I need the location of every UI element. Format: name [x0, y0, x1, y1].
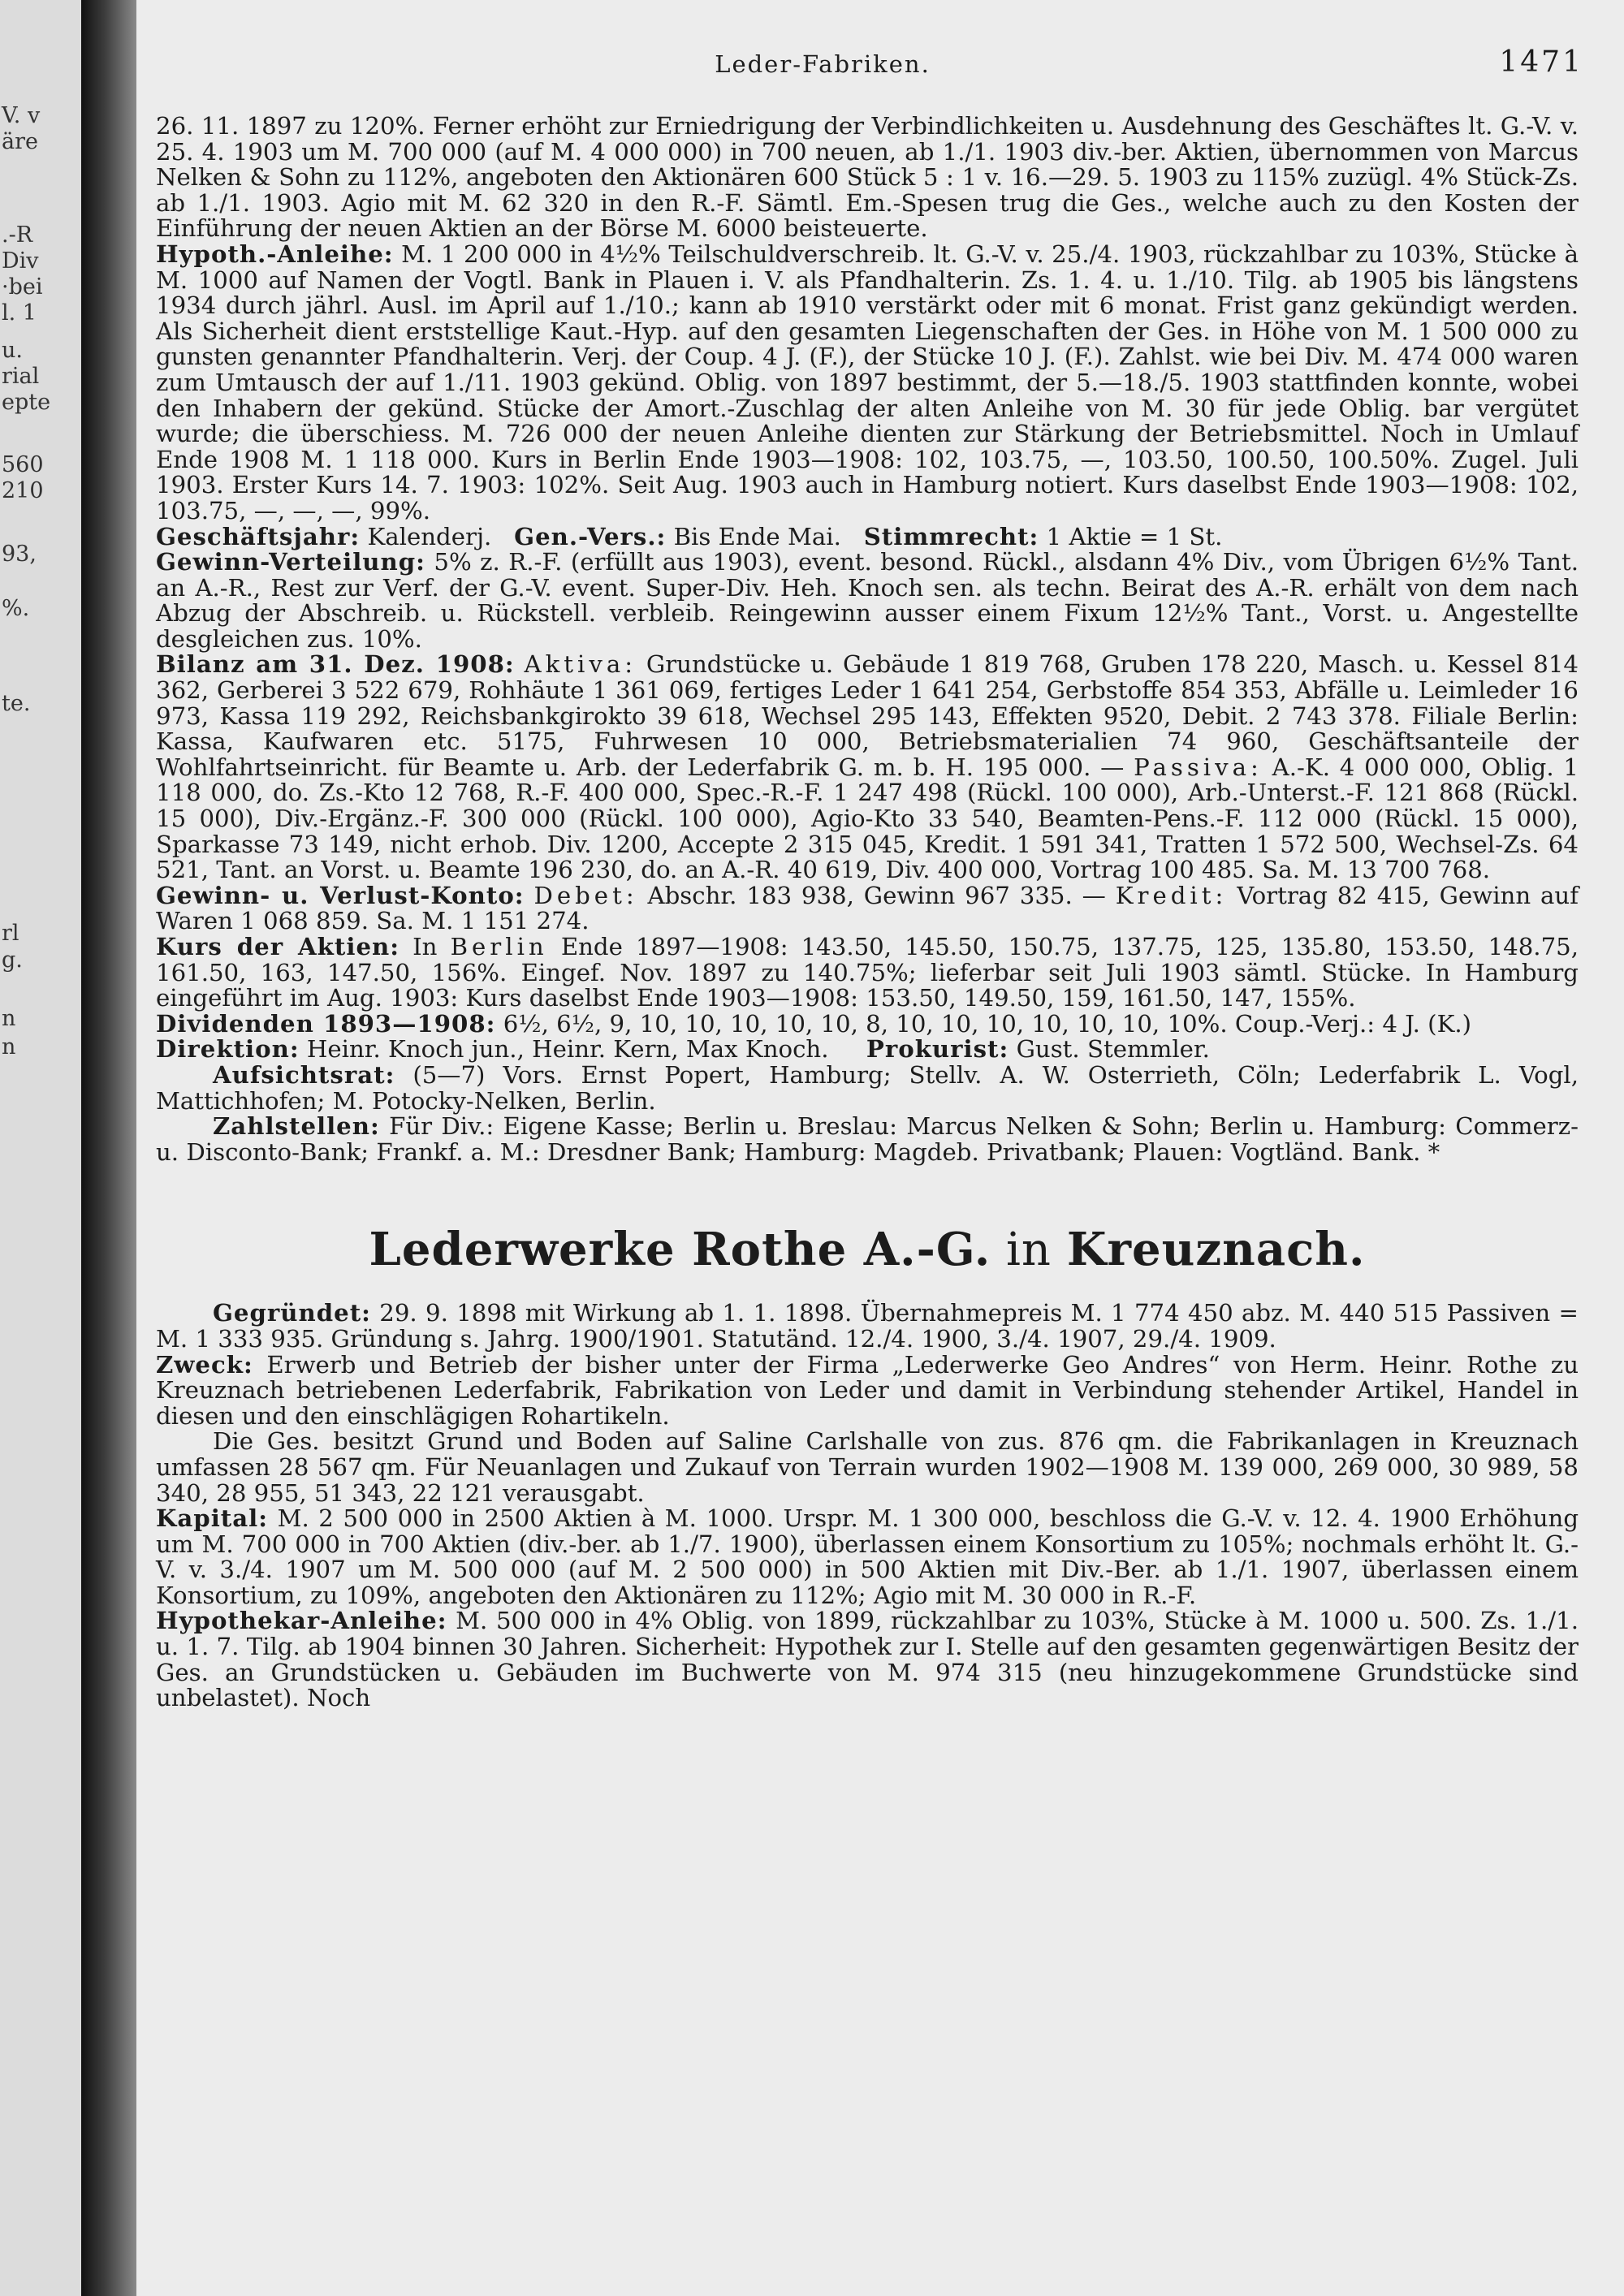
- entry-label: Geschäftsjahr:: [156, 522, 361, 550]
- entry-label: Gegründet:: [213, 1299, 371, 1327]
- facing-page-fragment: %.: [2, 596, 30, 621]
- entry-label: Prokurist:: [866, 1035, 1009, 1064]
- facing-page-fragment: 93,: [2, 542, 37, 567]
- founded-entry: Gegründet: 29. 9. 1898 mit Wirkung ab 1. 1. 1898. Übernahmepreis M. 1 774 450 abz. M. 440 515 Passiven = M. 1 333 935. Gründung s. Jahrg. 1900/1901. Statutänd. 12./4. 1900, 3./4. 1907, 29./4. 1909.: [156, 1299, 1579, 1353]
- facing-page-fragment: n: [2, 1034, 16, 1060]
- mortgage-bond-entry: Hypothekar-Anleihe: M. 500 000 in 4% Oblig. von 1899, rückzahlbar zu 103%, Stücke à M. 1000 u. 500. Zs. 1./1. u. 1. 7. Tilg. ab 1904 binnen 30 Jahren. Sicherheit: Hypothek zur I. Stelle auf den gesamten gegenwärtigen Besitz der Ges. an Grundstücken u. Gebäuden im Buchwerte von M. 974 315 (neu hinzugekommene Grundstücke sind unbelastet). Noch: [156, 1607, 1579, 1712]
- profit-distribution-entry: Gewinn-Verteilung: 5% z. R.-F. (erfüllt aus 1903), event. besond. Rückl., alsdann 4% Div., vom Übrigen 6½% Tant. an A.-R., Rest zur Verf. der G.-V. event. Super-Div. Heh. Knoch sen. als techn. Beirat des A.-R. erhält von dem nach Abzug der Abschreib. u. Rückstell. verbleib. Reingewinn ausser einem Fixum 12½% Tant., Vorst. u. Angestellte desgleichen zus. 10%.: [156, 548, 1579, 653]
- entry-label: Dividenden 1893—1908:: [156, 1009, 496, 1038]
- entry-label: Kapital:: [156, 1504, 269, 1533]
- sub-label: Aktiva:: [524, 650, 637, 679]
- facing-page-fragment: g.: [2, 947, 23, 973]
- sub-label: Kredit:: [1115, 881, 1228, 909]
- page-body: [156, 114, 1579, 1711]
- paying-agents-entry: Zahlstellen: Für Div.: Eigene Kasse; Berlin u. Breslau: Marcus Nelken & Sohn; Berlin u. Hamburg: Commerz- u. Disconto-Bank; Frankf. a. M.: Dresdner Bank; Hamburg: Magdeb. Privatbank; Plauen: Vogtländ. Bank. *: [156, 1112, 1579, 1166]
- book-gutter: [81, 0, 136, 2296]
- running-title: Leder-Fabriken.: [715, 50, 931, 78]
- purpose-entry: Zweck: Erwerb und Betrieb der bisher unter der Firma „Lederwerke Geo Andres“ von Herm. Heinr. Rothe zu Kreuznach betriebenen Lederfabrik, Fabrikation von Leder und damit in Verbindung stehender Artikel, Handel in diesen und den einschlägigen Rohartikeln.: [156, 1350, 1579, 1430]
- facing-page-fragment: rial: [2, 364, 40, 389]
- facing-page-fragment: u.: [2, 338, 23, 363]
- share-price-entry: Kurs der Aktien: In Berlin Ende 1897—1908: 143.50, 145.50, 150.75, 137.75, 125, 135.80, 153.50, 148.75, 161.50, 163, 147.50, 156%. Eingef. Nov. 1897 zu 140.75%; lieferbar seit Juli 1903 sämtl. Stücke. In Hamburg eingeführt im Aug. 1903: Kurs daselbst Ende 1903—1908: 153.50, 149.50, 159, 161.50, 147, 155%.: [156, 933, 1579, 1012]
- entry-label: Gewinn- u. Verlust-Konto:: [156, 881, 525, 909]
- balance-sheet-entry: Bilanz am 31. Dez. 1908: Aktiva: Grundstücke u. Gebäude 1 819 768, Gruben 178 220, Masch. u. Kessel 814 362, Gerberei 3 522 679, Rohhäute 1 361 069, fertiges Leder 1 641 254, Gerbstoffe 854 353, Abfälle u. Leimleder 16 973, Kassa 119 292, Reichsbankgirokto 39 618, Wechsel 295 143, Effekten 9520, Debit. 2 743 378. Filiale Berlin: Kassa, Kaufwaren etc. 5175, Fuhrwesen 10 000, Betriebsmaterialien 74 960, Geschäftsanteile der Wohlfahrtseinricht. für Beamte u. Arb. der Lederfabrik G. m. b. H. 195 000. — Passiva: A.-K. 4 000 000, Oblig. 1 118 000, do. Zs.-Kto 12 768, R.-F. 400 000, Spec.-R.-F. 1 247 498 (Rückl. 100 000), Arb.-Unterst.-F. 121 868 (Rückl. 15 000), Div.-Ergänz.-F. 300 000 (Rückl. 100 000), Agio-Kto 33 540, Beamten-Pens.-F. 112 000 (Rückl. 15 000), Sparkasse 73 149, nicht erhob. Div. 1200, Accepte 2 315 045, Kredit. 1 591 341, Tratten 1 572 500, Wechsel-Zs. 64 521, Tant. an Vorst. u. Beamte 196 230, do. an A.-R. 40 619, Div. 400 000, Vortrag 100 485. Sa. M. 13 700 768.: [156, 650, 1579, 884]
- entry-label: Hypoth.-Anleihe:: [156, 240, 394, 268]
- entry-label: Direktion:: [156, 1035, 300, 1064]
- fiscal-meeting-voting-entry: Geschäftsjahr: Kalenderj. Gen.-Vers.: Bis Ende Mai. Stimmrecht: 1 Aktie = 1 St.: [156, 522, 1223, 550]
- facing-page-fragment: 560: [2, 452, 44, 477]
- facing-page-fragment: epte: [2, 390, 51, 415]
- entry-label: Bilanz am 31. Dez. 1908:: [156, 650, 515, 679]
- property-entry: Die Ges. besitzt Grund und Boden auf Saline Carlshalle von zus. 876 qm. die Fabrikanlagen in Kreuznach umfassen 28 567 qm. Für Neuanlagen und Zukauf von Terrain wurden 1902—1908 M. 139 000, 269 000, 30 989, 58 340, 28 955, 51 343, 22 121 verausgabt.: [156, 1427, 1579, 1507]
- facing-page-fragment: l. 1: [2, 300, 37, 326]
- facing-page-fragment: rl: [2, 921, 19, 946]
- page-header: [136, 45, 1624, 86]
- facing-page-edge: [0, 0, 81, 2296]
- facing-page-fragment: 210: [2, 478, 44, 503]
- sub-label: Debet:: [533, 881, 638, 909]
- facing-page-fragment: .-R: [2, 222, 33, 248]
- dividends-entry: Dividenden 1893—1908: 6½, 6½, 9, 10, 10, 10, 10, 10, 8, 10, 10, 10, 10, 10, 10, 10%. Coup.-Verj.: 4 J. (K.): [156, 1009, 1472, 1038]
- facing-page-fragment: te.: [2, 691, 31, 716]
- entry-label: Aufsichtsrat:: [213, 1060, 395, 1089]
- supervisory-board-entry: Aufsichtsrat: (5—7) Vors. Ernst Popert, Hamburg; Stellv. A. W. Osterrieth, Cöln; Lederfabrik L. Vogl, Mattichhofen; M. Potocky-Nelken, Berlin.: [156, 1060, 1579, 1115]
- entry-label: Stimmrecht:: [863, 522, 1039, 550]
- entry-label: Hypothekar-Anleihe:: [156, 1607, 447, 1635]
- entry-label: Gen.-Vers.:: [514, 522, 667, 550]
- facing-page-fragment: äre: [2, 129, 38, 154]
- facing-page-fragment: V. v: [2, 103, 41, 128]
- page-number: 1471: [1499, 45, 1583, 79]
- entry-label: Kurs der Aktien:: [156, 933, 400, 960]
- hypoth-anleihe-entry: Hypoth.-Anleihe: M. 1 200 000 in 4½% Teilschuldverschreib. lt. G.-V. v. 25./4. 1903, rückzahlbar zu 103%, Stücke à M. 1000 auf Namen der Vogtl. Bank in Plauen i. V. als Pfandhalterin. Zs. 1. 4. u. 1./10. Tilg. ab 1905 bis längstens 1934 durch jährl. Ausl. im April auf 1./10.; kann ab 1910 verstärkt oder mit 6 monat. Frist ganz gekündigt werden. Als Sicherheit dient erststellige Kaut.-Hyp. auf den gesamten Liegenschaften der Ges. in Höhe von M. 1 500 000 zu gunsten genannter Pfandhalterin. Verj. der Coup. 4 J. (F.), der Stücke 10 J. (F.). Zahlst. wie bei Div. M. 474 000 waren zum Umtausch der auf 1./11. 1903 gekünd. Oblig. von 1897 bestimmt, der 5.—18./5. 1903 stattfinden konnte, wobei den Inhabern der gekünd. Stücke der Amort.-Zuschlag der alten Anleihe von M. 30 für jede Oblig. bar vergütet wurde; die überschiess. M. 726 000 der neuen Anleihe dienten zur Stärkung der Betriebsmittel. Noch in Umlauf Ende 1908 M. 1 118 000. Kurs in Berlin Ende 1903—1908: 102, 103.75, —, 103.50, 100.50, 100.50%. Zugel. Juli 1903. Erster Kurs 14. 7. 1903: 102%. Seit Aug. 1903 auch in Hamburg notiert. Kurs daselbst Ende 1903—1908: 102, 103.75, —, —, —, 99%.: [156, 240, 1579, 524]
- city-name: Berlin: [450, 933, 548, 960]
- facing-page-fragment: Div: [2, 248, 39, 274]
- sub-label: Passiva:: [1134, 753, 1263, 781]
- capital-continuation: 26. 11. 1897 zu 120%. Ferner erhöht zur Erniedrigung der Verbindlichkeiten u. Ausdehnung des Geschäftes lt. G.-V. v. 25. 4. 1903 um M. 700 000 (auf M. 4 000 000) in 700 neuen, ab 1./1. 1903 div.-ber. Aktien, übernommen von Marcus Nelken & Sohn zu 112%, angeboten den Aktionären 600 Stück 5 : 1 v. 16.—29. 5. 1903 zu 115% zuzügl. 4% Stück-Zs. ab 1./1. 1903. Agio mit M. 62 320 in den R.-F. Sämtl. Em.-Spesen trug die Ges., welche auch zu den Kosten der Einführung der neuen Aktien an der Börse M. 6000 beisteuerte.: [156, 112, 1579, 243]
- facing-page-fragment: ·bei: [2, 274, 43, 300]
- facing-page-fragment: n: [2, 1006, 16, 1031]
- capital-entry: Kapital: M. 2 500 000 in 2500 Aktien à M. 1000. Urspr. M. 1 300 000, beschloss die G.-V. v. 12. 4. 1900 Erhöhung um M. 700 000 in 700 Aktien (div.-ber. ab 1./7. 1900), überlassen einem Konsortium zu 105%; nochmals erhöht lt. G.-V. v. 3./4. 1907 um M. 500 000 (auf M. 2 500 000) in 500 Aktien mit Div.-Ber. ab 1./1. 1907, überlassen einem Konsortium, zu 109%, angeboten den Aktionären zu 112%; Agio mit M. 30 000 in R.-F.: [156, 1504, 1579, 1609]
- book-page: [136, 0, 1624, 2296]
- management-entry: Direktion: Heinr. Knoch jun., Heinr. Kern, Max Knoch. Prokurist: Gust. Stemmler.: [156, 1035, 1210, 1064]
- entry-label: Zahlstellen:: [213, 1112, 380, 1141]
- company-heading: Lederwerke Rothe A.-G. in Kreuznach.: [369, 1223, 1366, 1277]
- entry-label: Zweck:: [156, 1350, 253, 1379]
- entry-label: Gewinn-Verteilung:: [156, 548, 425, 576]
- profit-loss-entry: Gewinn- u. Verlust-Konto: Debet: Abschr. 183 938, Gewinn 967 335. — Kredit: Vortrag 82 415, Gewinn auf Waren 1 068 859. Sa. M. 1 151 274.: [156, 881, 1579, 935]
